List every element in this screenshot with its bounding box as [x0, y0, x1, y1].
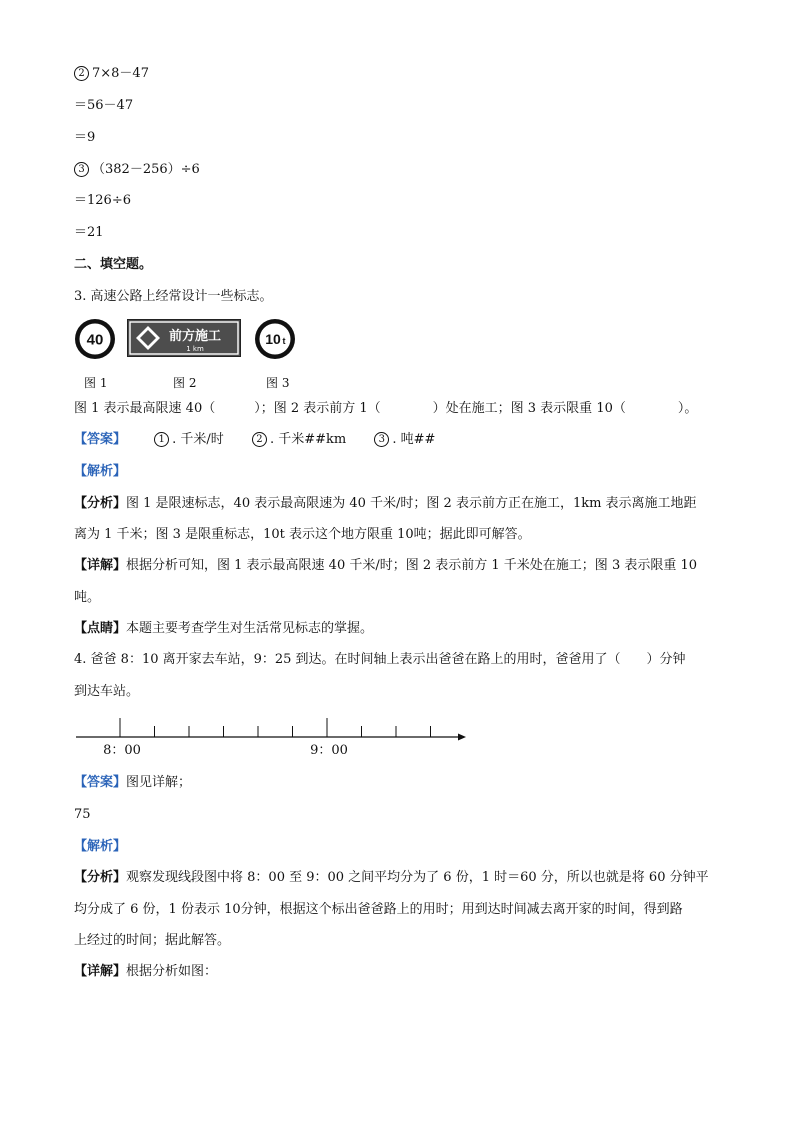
q3-question: 图 1 表示最高限速 40（ ）；图 2 表示前方 1（ ）处在施工；图 3 表示限重 10（ ）。 — [74, 401, 698, 416]
q4-stem-line2: 到达车站。 — [74, 684, 140, 699]
figure-caption-1: 图 1 — [84, 376, 108, 390]
analysis-tag: 【解析】 — [74, 464, 127, 479]
q4-fenxi-line1: 【分析】观察发现线段图中将 8：00 至 9：00 之间平均分为了 6 份，1 时＝60 分，所以也就是将 60 分钟平 — [74, 870, 709, 885]
calc-3-line1: 3 （382－256）÷6 — [74, 160, 200, 180]
answer-tag: 【答案】 — [74, 432, 127, 447]
calc-2-line2: ＝56－47 — [74, 98, 134, 113]
calc-3-line2: ＝126÷6 — [74, 193, 131, 208]
circled-number: 1 — [154, 432, 169, 447]
speed-limit-sign — [74, 318, 116, 360]
analysis-tag: 【解析】 — [74, 839, 127, 854]
timeline-arrow-icon — [458, 734, 466, 741]
xiangjie-tag: 【详解】 — [74, 558, 127, 573]
q4-fenxi-line3: 上经过的时间；据此解答。 — [74, 933, 231, 948]
figure-caption-3: 图 3 — [266, 376, 290, 390]
q3-stem: 3. 高速公路上经常设计一些标志。 — [74, 289, 273, 304]
timeline-ticks — [120, 718, 431, 737]
fenxi-tag: 【分析】 — [74, 870, 127, 885]
q4-fenxi-line2: 均分成了 6 份，1 份表示 10分钟，根据这个标出爸爸路上的用时；用到达时间减去离开家的时间，得到路 — [74, 902, 683, 917]
answer-2: . 千米##km — [269, 432, 347, 447]
figure-caption-2: 图 2 — [173, 376, 197, 390]
circled-number: 3 — [74, 162, 89, 177]
q3-xiangjie-line1: 【详解】根据分析可知，图 1 表示最高限速 40 千米/时；图 2 表示前方 1 千米处在施工；图 3 表示限重 10 — [74, 558, 698, 573]
answer-1: . 千米/时 — [172, 432, 224, 447]
calc-3-line3: ＝21 — [74, 225, 104, 240]
weight-limit-sign — [254, 318, 296, 360]
q3-xiangjie-line2: 吨。 — [74, 590, 101, 605]
answer-tag: 【答案】 — [74, 775, 127, 790]
calc-2-line3: ＝9 — [74, 130, 96, 145]
sign2-sub-text: 1 km — [186, 345, 204, 353]
calc-2-line1: 2 7×8－47 — [74, 64, 149, 84]
fenxi-tag: 【分析】 — [74, 496, 127, 511]
sign3-text: 10 — [265, 331, 281, 347]
construction-sign — [127, 319, 241, 357]
q3-fenxi-line1: 【分析】图 1 是限速标志，40 表示最高限速为 40 千米/时；图 2 表示前方正在施工，1km 表示离施工地距 — [74, 496, 697, 511]
q4-answer-value: 75 — [74, 807, 91, 822]
sign3-unit: t — [282, 336, 286, 346]
sign2-main-text: 前方施工 — [168, 329, 222, 344]
dianjing-tag: 【点睛】 — [74, 621, 127, 636]
q4-answer: 【答案】图见详解； — [74, 775, 192, 790]
sign1-text: 40 — [86, 331, 104, 349]
timeline-label-start: 8：00 — [103, 743, 141, 758]
q4-stem-line1: 4. 爸爸 8：10 离开家去车站，9：25 到达。在时间轴上表示出爸爸在路上的用时，爸爸用了（ ）分钟 — [74, 652, 686, 667]
circled-number: 2 — [252, 432, 267, 447]
xiangjie-tag: 【详解】 — [74, 964, 127, 979]
q3-fenxi-line2: 离为 1 千米；图 3 是限重标志，10t 表示这个地方限重 10吨；据此即可解答。 — [74, 527, 531, 542]
q3-dianjing: 【点睛】本题主要考查学生对生活常见标志的掌握。 — [74, 621, 374, 636]
q3-answer — [74, 430, 435, 450]
timeline-diagram — [74, 712, 474, 762]
section-title: 二、填空题。 — [74, 257, 153, 272]
answer-3: . 吨## — [392, 432, 436, 447]
circled-number: 3 — [374, 432, 389, 447]
timeline-label-mid: 9：00 — [310, 743, 348, 758]
q4-xiangjie: 【详解】根据分析如图： — [74, 964, 218, 979]
circled-number: 2 — [74, 66, 89, 81]
